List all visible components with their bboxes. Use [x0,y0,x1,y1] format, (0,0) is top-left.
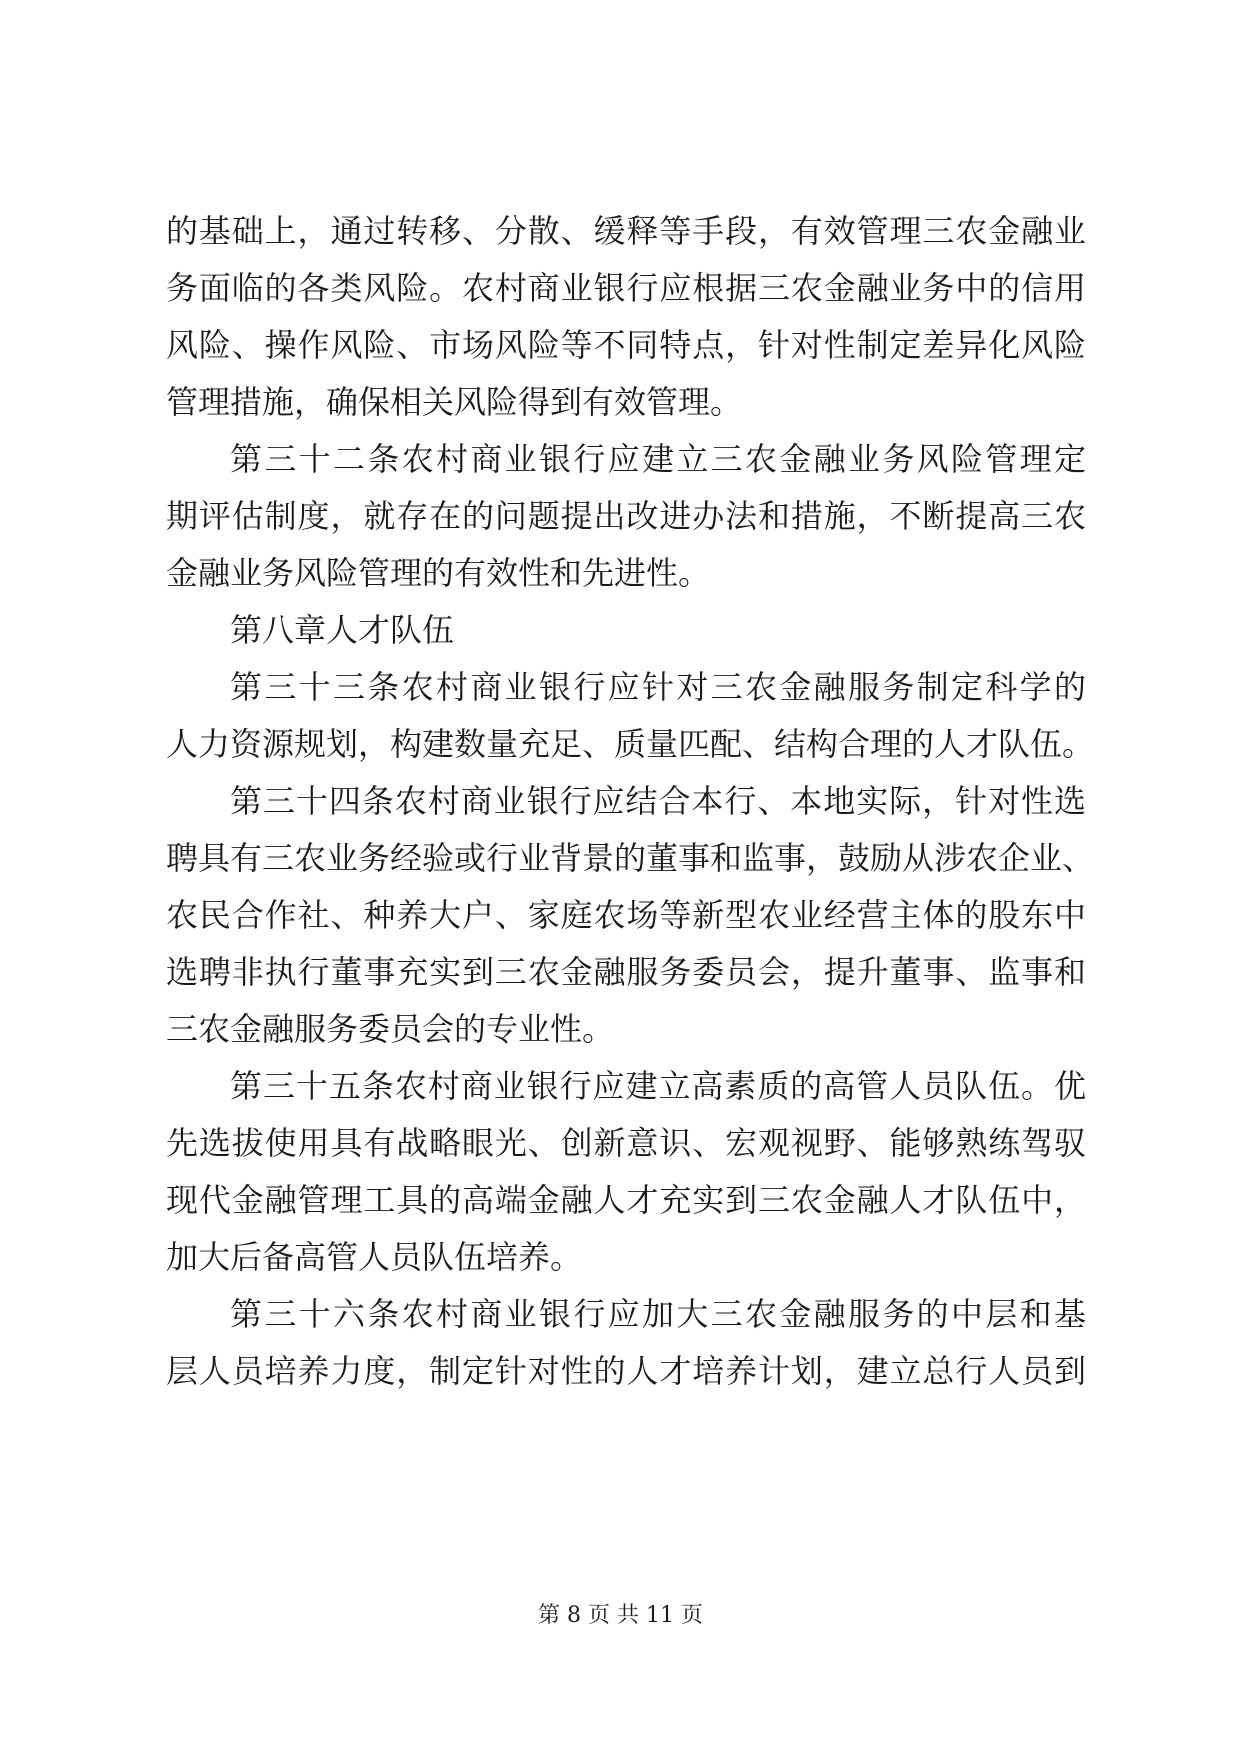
text-line: 管理措施，确保相关风险得到有效管理。 [166,383,743,421]
text-line: 期评估制度，就存在的问题提出改进办法和措施，不断提高三农 [166,497,1086,535]
paragraph-start-line: 第三十五条农村商业银行应建立高素质的高管人员队伍。优 [230,1067,1086,1105]
paragraph-start-line: 第三十六条农村商业银行应加大三农金融服务的中层和基 [230,1295,1086,1333]
text-line: 现代金融管理工具的高端金融人才充实到三农金融人才队伍中， [166,1181,1086,1219]
text-line: 三农金融服务委员会的专业性。 [166,1010,615,1048]
text-line: 务面临的各类风险。农村商业银行应根据三农金融业务中的信用 [166,269,1086,307]
text-line: 聘具有三农业务经验或行业背景的董事和监事，鼓励从涉农企业、 [166,839,1095,877]
text-line: 加大后备高管人员队伍培养。 [166,1238,583,1276]
text-line: 风险、操作风险、市场风险等不同特点，针对性制定差异化风险 [166,326,1086,364]
text-line: 先选拔使用具有战略眼光、创新意识、宏观视野、能够熟练驾驭 [166,1124,1086,1162]
paragraph-start-line: 第三十二条农村商业银行应建立三农金融业务风险管理定 [230,440,1086,478]
chapter-heading: 第八章人才队伍 [230,611,455,649]
text-line: 的基础上，通过转移、分散、缓释等手段，有效管理三农金融业 [166,212,1086,250]
paragraph-start-line: 第三十三条农村商业银行应针对三农金融服务制定科学的 [230,668,1086,706]
text-line: 农民合作社、种养大户、家庭农场等新型农业经营主体的股东中 [166,896,1086,934]
page-number-footer: 第 8 页 共 11 页 [538,1603,703,1628]
text-line: 金融业务风险管理的有效性和先进性。 [166,554,711,592]
text-line: 选聘非执行董事充实到三农金融服务委员会，提升董事、监事和 [166,953,1086,991]
text-line: 层人员培养力度，制定针对性的人才培养计划，建立总行人员到 [166,1352,1086,1390]
text-line: 人力资源规划，构建数量充足、质量匹配、结构合理的人才队伍。 [166,725,1095,763]
paragraph-start-line: 第三十四条农村商业银行应结合本行、本地实际，针对性选 [230,782,1086,820]
